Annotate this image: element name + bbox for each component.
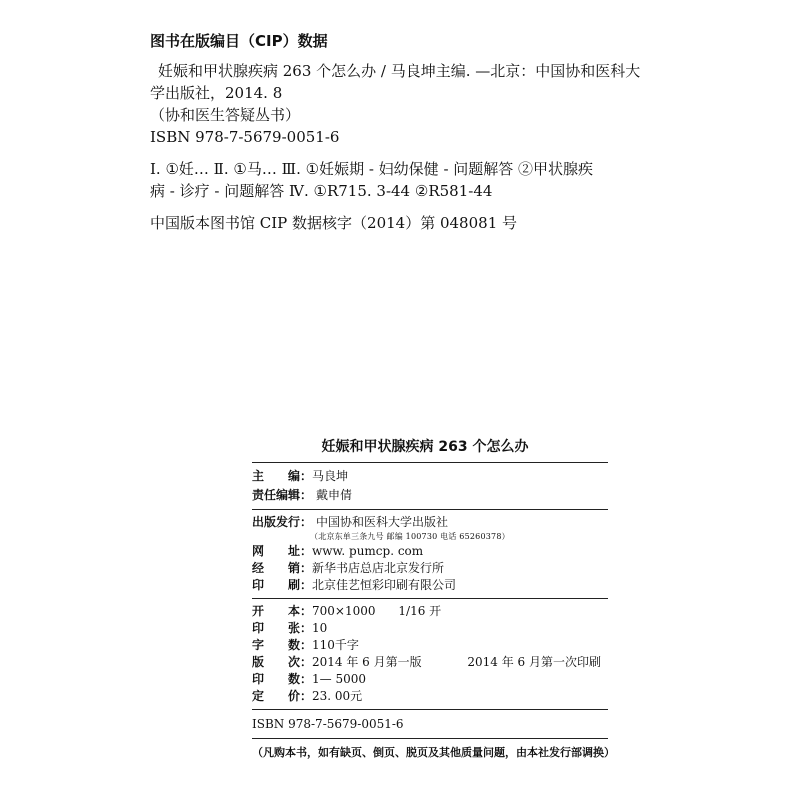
editor-value: 马良坤 (312, 469, 349, 483)
cip-heading: 图书在版编目（CIP）数据 (150, 32, 328, 50)
cip-classification-line-1: Ⅰ. ①妊… Ⅱ. ①马… Ⅲ. ①妊娠期 - 妇幼保健 - 问题解答 ②甲状腺疾 (150, 160, 594, 178)
divider (252, 738, 608, 739)
sheets-label: 印 张： (252, 621, 312, 635)
isbn: ISBN 978-7-5679-0051-6 (252, 717, 404, 731)
edition-value: 2014 年 6 月第一版 2014 年 6 月第一次印刷 (312, 655, 602, 669)
editor-label: 主 编： (252, 469, 312, 483)
price-label: 定 价： (252, 689, 312, 703)
publisher-address: （北京东单三条九号 邮编 100730 电话 65260378） (310, 532, 510, 541)
distributor-label: 经 销： (252, 561, 312, 575)
book-title: 妊娠和甲状腺疾病 263 个怎么办 (321, 439, 529, 455)
quality-notice: （凡购本书，如有缺页、倒页、脱页及其他质量问题，由本社发行部调换） (252, 746, 615, 759)
format-label: 开 本： (252, 604, 312, 618)
divider (252, 509, 608, 510)
price-row (252, 688, 608, 705)
distributor-row (252, 560, 608, 577)
publisher-value: 中国协和医科大学出版社 (316, 515, 449, 529)
word-count-value: 110千字 (312, 638, 359, 652)
sheets-row (252, 620, 608, 637)
website-value: www. pumcp. com (312, 544, 424, 558)
publisher-row (252, 514, 608, 531)
cip-record-number: 中国版本图书馆 CIP 数据核字（2014）第 048081 号 (150, 214, 518, 232)
colophon (252, 436, 615, 763)
print-run-value: 1— 5000 (312, 672, 366, 686)
print-run-row (252, 671, 608, 688)
edition-row (252, 654, 608, 671)
word-count-row (252, 637, 608, 654)
cip-isbn-line: ISBN 978-7-5679-0051-6 (150, 128, 340, 146)
cip-series-line: （协和医生答疑丛书） (150, 106, 301, 124)
format-row (252, 603, 608, 620)
distributor-value: 新华书店总店北京发行所 (312, 561, 445, 575)
publisher-label: 出版发行： (252, 515, 313, 529)
print-run-label: 印 数： (252, 672, 312, 686)
edition-label: 版 次： (252, 655, 312, 669)
website-row (252, 543, 608, 560)
printer-row (252, 577, 608, 594)
divider (252, 598, 608, 599)
format-value: 700×1000 1/16 开 (312, 604, 442, 618)
responsible-editor-row (252, 486, 608, 505)
divider (252, 709, 608, 710)
divider (252, 462, 608, 463)
cip-block (150, 28, 790, 234)
printer-value: 北京佳艺恒彩印刷有限公司 (312, 578, 457, 592)
price-value: 23. 00元 (312, 689, 363, 703)
cip-title-line: 妊娠和甲状腺疾病 263 个怎么办 / 马良坤主编. —北京：中国协和医科大 (158, 62, 641, 80)
cip-classification-line-2: 病 - 诊疗 - 问题解答 Ⅳ. ①R715. 3-44 ②R581-44 (150, 182, 493, 200)
responsible-editor-value: 戴申倩 (316, 488, 353, 502)
responsible-editor-label: 责任编辑： (252, 488, 313, 502)
word-count-label: 字 数： (252, 638, 312, 652)
printer-label: 印 刷： (252, 578, 312, 592)
editor-row (252, 467, 608, 486)
website-label: 网 址： (252, 544, 312, 558)
sheets-value: 10 (312, 621, 328, 635)
cip-publisher-line: 学出版社，2014. 8 (150, 84, 283, 102)
